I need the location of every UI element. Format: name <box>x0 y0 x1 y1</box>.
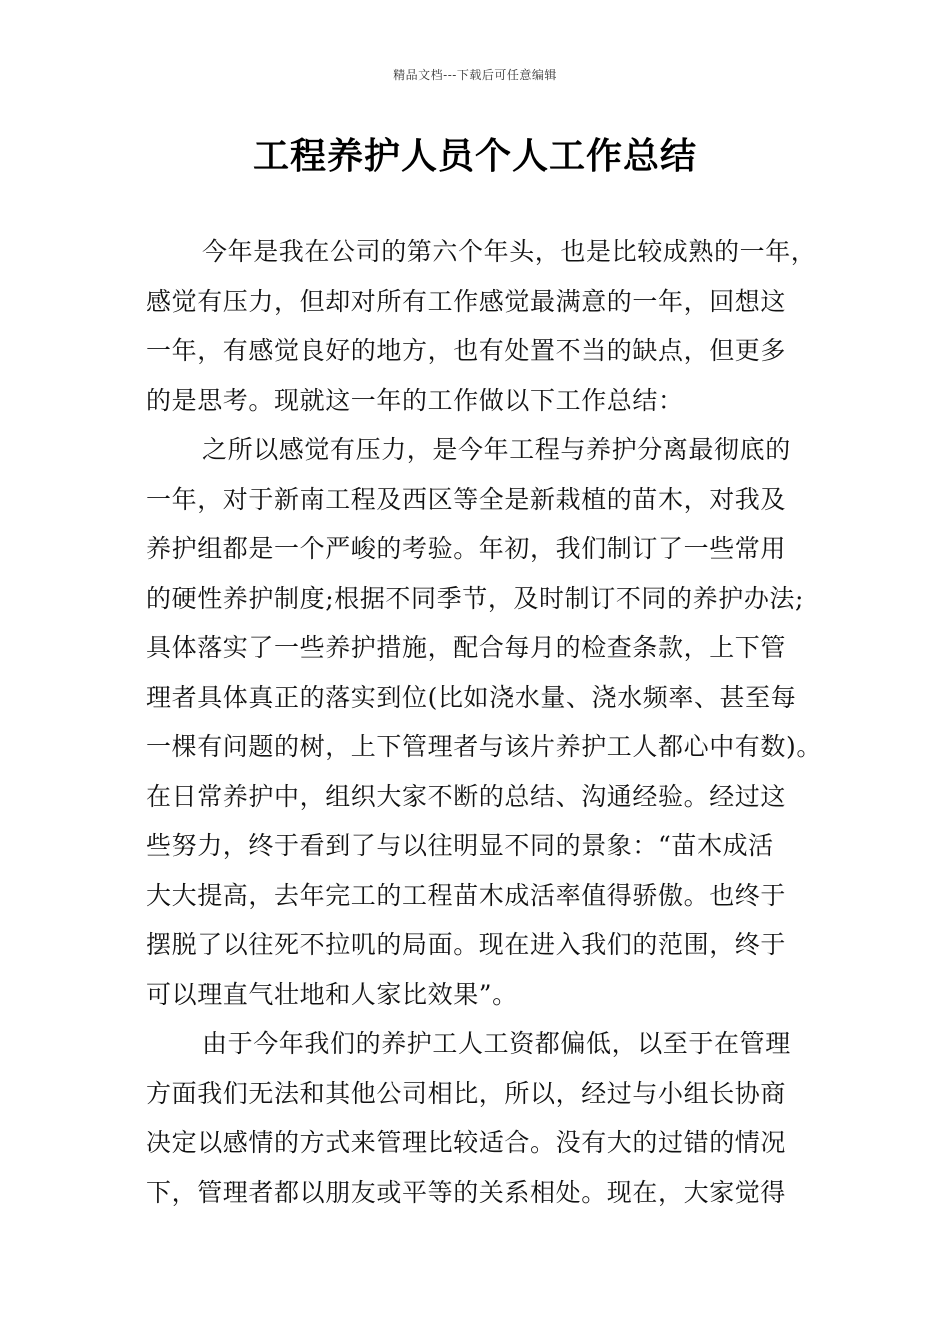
paragraph-2-line-5: 具体落实了一些养护措施，配合每月的检查条款，上下管 <box>146 633 787 662</box>
paragraph-1-line-1: 今年是我在公司的第六个年头，也是比较成熟的一年， <box>202 237 817 266</box>
paragraph-2-line-7: 一棵有问题的树，上下管理者与该片养护工人都心中有数)。 <box>146 732 822 761</box>
paragraph-2-line-6: 理者具体真正的落实到位(比如浇水量、浇水频率、甚至每 <box>146 682 797 712</box>
paragraph-2-line-3: 养护组都是一个严峻的考验。年初，我们制订了一些常用 <box>146 534 787 563</box>
paragraph-1-line-2: 感觉有压力，但却对所有工作感觉最满意的一年，回想这 <box>146 286 787 316</box>
paragraph-1-line-4: 的是思考。现就这一年的工作做以下工作总结： <box>146 385 684 415</box>
paragraph-3-line-3: 决定以感情的方式来管理比较适合。没有大的过错的情况 <box>146 1128 787 1157</box>
paragraph-3-line-4: 下，管理者都以朋友或平等的关系相处。现在，大家觉得 <box>146 1177 787 1207</box>
paragraph-2-line-10: 大大提高，去年完工的工程苗木成活率值得骄傲。也终于 <box>146 880 787 910</box>
paragraph-2-line-12: 可以理直气壮地和人家比效果”。 <box>146 979 518 1009</box>
page-header: 精品文档---下载后可任意编辑 <box>393 68 557 82</box>
document-body <box>146 227 836 1217</box>
paragraph-2-line-9: 些努力，终于看到了与以往明显不同的景象：“苗木成活 <box>146 831 774 860</box>
paragraph-2-line-4: 的硬性养护制度;根据不同季节，及时制订不同的养护办法; <box>146 583 805 613</box>
paragraph-2-line-1: 之所以感觉有压力，是今年工程与养护分离最彻底的 <box>202 435 791 464</box>
document-title: 工程养护人员个人工作总结 <box>252 136 697 177</box>
paragraph-2-line-2: 一年，对于新南工程及西区等全是新栽植的苗木，对我及 <box>146 484 787 514</box>
paragraph-3-line-2: 方面我们无法和其他公司相比，所以，经过与小组长协商 <box>146 1078 787 1108</box>
paragraph-2-line-8: 在日常养护中，组织大家不断的总结、沟通经验。经过这 <box>146 781 787 811</box>
paragraph-1-line-3: 一年，有感觉良好的地方，也有处置不当的缺点，但更多 <box>146 336 787 365</box>
paragraph-3-line-1: 由于今年我们的养护工人工资都偏低，以至于在管理 <box>202 1029 791 1058</box>
paragraph-2-line-11: 摆脱了以往死不拉叽的局面。现在进入我们的范围，终于 <box>146 930 787 959</box>
